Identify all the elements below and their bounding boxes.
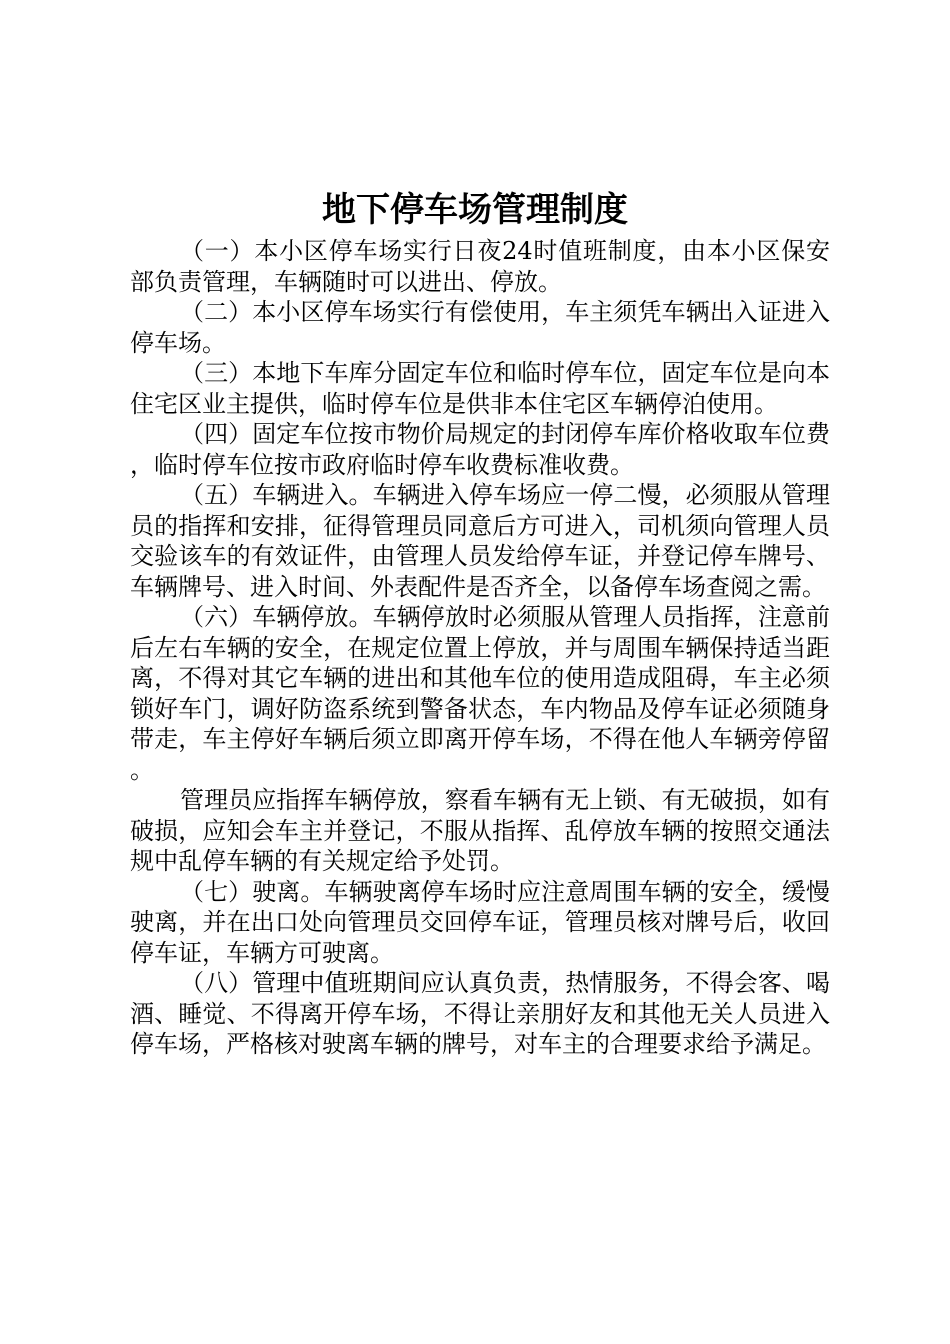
document-body: [130, 236, 830, 1060]
paragraph-9: （八）管理中值班期间应认真负责，热情服务，不得会客、喝酒、睡觉、不得离开停车场，不得让亲朋好友和其他无关人员进入停车场，严格核对驶离车辆的牌号，对车主的合理要求给予满足。: [130, 969, 830, 1058]
paragraph-5: （五）车辆进入。车辆进入停车场应一停二慢，必须服从管理员的指挥和安排，征得管理员同意后方可进入，司机须向管理人员交验该车的有效证件，由管理人员发给停车证，并登记停车牌号、车辆牌号、进入时间、外表配件是否齐全，以备停车场查阅之需。: [130, 481, 830, 601]
paragraph-4: （四）固定车位按市物价局规定的封闭停车库价格收取车位费，临时停车位按市政府临时停车收费标准收费。: [130, 420, 830, 479]
paragraph-2: （二）本小区停车场实行有偿使用，车主须凭车辆出入证进入停车场。: [130, 298, 830, 357]
document-title: 地下停车场管理制度: [322, 190, 628, 230]
paragraph-1: （一）本小区停车场实行日夜24时值班制度，由本小区保安部负责管理，车辆随时可以进出、停放。: [130, 237, 830, 296]
paragraph-6: （六）车辆停放。车辆停放时必须服从管理人员指挥，注意前后左右车辆的安全，在规定位置上停放，并与周围车辆保持适当距离，不得对其它车辆的进出和其他车位的使用造成阻碍，车主必须锁好车门，调好防盗系统到警备状态，车内物品及停车证必须随身带走，车主停好车辆后须立即离开停车场，不得在他人车辆旁停留。: [130, 603, 830, 784]
paragraph-7: 管理员应指挥车辆停放，察看车辆有无上锁、有无破损，如有破损，应知会车主并登记，不服从指挥、乱停放车辆的按照交通法规中乱停车辆的有关规定给予处罚。: [130, 786, 830, 875]
paragraph-8: （七）驶离。车辆驶离停车场时应注意周围车辆的安全，缓慢驶离，并在出口处向管理员交回停车证，管理员核对牌号后，收回停车证，车辆方可驶离。: [130, 877, 830, 967]
paragraph-3: （三）本地下车库分固定车位和临时停车位，固定车位是向本住宅区业主提供，临时停车位是供非本住宅区车辆停泊使用。: [130, 359, 830, 418]
